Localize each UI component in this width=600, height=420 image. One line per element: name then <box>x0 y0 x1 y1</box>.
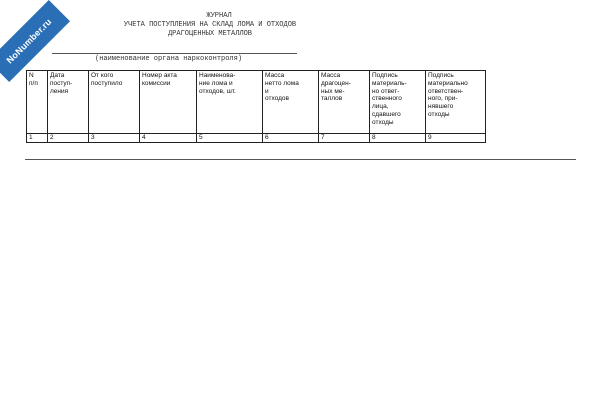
column-number-cell: 5 <box>197 134 263 143</box>
header-text: От кого поступило <box>91 72 123 87</box>
header-text: Подпись материаль- но ответ- ственного лица, сдавшего отходы <box>372 72 407 126</box>
column-number-cell: 1 <box>27 134 48 143</box>
column-number-cell: 9 <box>426 134 486 143</box>
organ-name-caption: (наименование органа наркоконтроля) <box>95 55 243 63</box>
title-line-3: ДРАГОЦЕННЫХ МЕТАЛЛОВ <box>167 30 252 38</box>
header-text: Наименова- ние лома и отходов, шт. <box>199 72 236 95</box>
header-text: N п/п <box>29 72 38 87</box>
header-cell-metal-mass <box>319 71 370 134</box>
page-divider <box>25 159 576 160</box>
title-line-2: УЧЕТА ПОСТУПЛЕНИЯ НА СКЛАД ЛОМА И ОТХОДОВ <box>123 21 297 29</box>
column-number-cell: 7 <box>319 134 370 143</box>
column-number-cell: 8 <box>370 134 426 143</box>
header-text: Подпись материально ответствен- ного, при- нявшего отходы <box>428 72 468 118</box>
header-cell-number <box>27 71 48 134</box>
header-cell-handover-signature <box>370 71 426 134</box>
header-cell-from <box>89 71 140 134</box>
header-cell-net-mass <box>263 71 319 134</box>
table-header-row <box>27 71 486 134</box>
header-cell-receiver-signature <box>426 71 486 134</box>
header-cell-item-name <box>197 71 263 134</box>
title-line-1: ЖУРНАЛ <box>206 12 232 20</box>
column-number-cell: 3 <box>89 134 140 143</box>
column-number-cell: 4 <box>140 134 197 143</box>
column-number-row <box>27 134 486 143</box>
journal-table <box>26 70 486 143</box>
watermark-stamp: NoNumber.ru <box>0 0 70 82</box>
column-number-cell: 2 <box>48 134 89 143</box>
header-text: Масса драгоцен- ных ме- таллов <box>321 72 351 103</box>
header-text: Номер акта комиссии <box>142 72 177 87</box>
header-text: Масса нетто лома и отходов <box>265 72 299 103</box>
organ-name-line <box>52 53 297 54</box>
header-cell-act-number <box>140 71 197 134</box>
header-text: Дата поступ- ления <box>50 72 73 95</box>
column-number-cell: 6 <box>263 134 319 143</box>
header-cell-date <box>48 71 89 134</box>
journal-title <box>60 12 360 39</box>
